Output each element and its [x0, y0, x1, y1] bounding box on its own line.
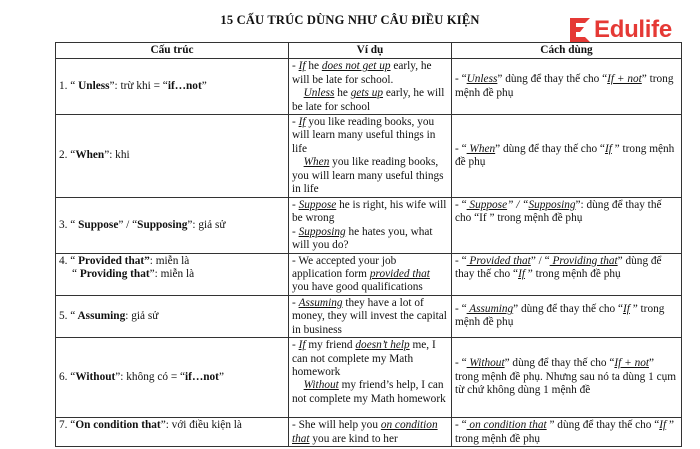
structure-cell: 6. “Without”: không có = “if…not” [56, 338, 289, 418]
header-example: Ví dụ [289, 43, 452, 59]
structure-cell: 7. “On condition that”: với điều kiện là [56, 418, 289, 447]
usage-cell: - “ Assuming” dùng để thay thế cho “If ” trong mệnh đề phụ [452, 295, 682, 337]
usage-cell: - “ When” dùng để thay thế cho “If ” trong mệnh đề phụ [452, 115, 682, 198]
structure-cell: 4. “ Provided that”: miễn là “ Providing that”: miễn là [56, 253, 289, 295]
example-cell: - Suppose he is right, his wife will be wrong - Supposing he hates you, what will you do? [289, 198, 452, 254]
example-cell: - She will help you on condition that you are kind to her [289, 418, 452, 447]
example-cell: - If you like reading books, you will learn many useful things in life   When you like reading books, you will learn many useful things in life [289, 115, 452, 198]
usage-cell: - “Unless” dùng để thay thế cho “If + not” trong mệnh đề phụ [452, 59, 682, 115]
structure-cell: 2. “When”: khi [56, 115, 289, 198]
logo-text: Edulife [594, 16, 672, 43]
table-row [56, 115, 682, 198]
structure-cell: 1. “ Unless”: trừ khi = “if…not” [56, 59, 289, 115]
edulife-logo [568, 16, 686, 44]
header-usage: Cách dùng [452, 43, 682, 59]
structure-cell: 3. “ Suppose” / “Supposing”: giả sử [56, 198, 289, 254]
page-title: 15 CẤU TRÚC DÙNG NHƯ CÂU ĐIỀU KIỆN [220, 13, 480, 27]
e-arrow-icon [568, 16, 592, 44]
usage-cell: - “ Suppose” / “Supposing”: dùng để thay thế cho “If ” trong mệnh đề phụ [452, 198, 682, 254]
table-row [56, 418, 682, 447]
table-row [56, 338, 682, 418]
example-cell: - Assuming they have a lot of money, they will invest the capital in business [289, 295, 452, 337]
usage-cell: - “ Provided that” / “ Providing that” dùng để thay thế cho “If ” trong mệnh đề phụ [452, 253, 682, 295]
structure-cell: 5. “ Assuming: giả sử [56, 295, 289, 337]
usage-cell: - “ Without” dùng để thay thế cho “If + not” trong mệnh đề phụ. Nhưng sau nó ta dùng 1 cụm từ chứ không dùng 1 mệnh đề [452, 338, 682, 418]
table-row [56, 295, 682, 337]
table-row [56, 253, 682, 295]
header-structure: Cấu trúc [56, 43, 289, 59]
usage-cell: - “ on condition that ” dùng để thay thế cho “If ” trong mệnh đề phụ [452, 418, 682, 447]
table-header-row [56, 43, 682, 59]
example-cell: - If he does not get up early, he will be late for school.   Unless he gets up early, he will be late for school [289, 59, 452, 115]
example-cell: - If my friend doesn’t help me, I can not complete my Math homework   Without my friend’s help, I can not complete my Math homework [289, 338, 452, 418]
table-row [56, 198, 682, 254]
structures-table [55, 42, 682, 447]
example-cell: - We accepted your job application form provided that you have good qualifications [289, 253, 452, 295]
table-row [56, 59, 682, 115]
